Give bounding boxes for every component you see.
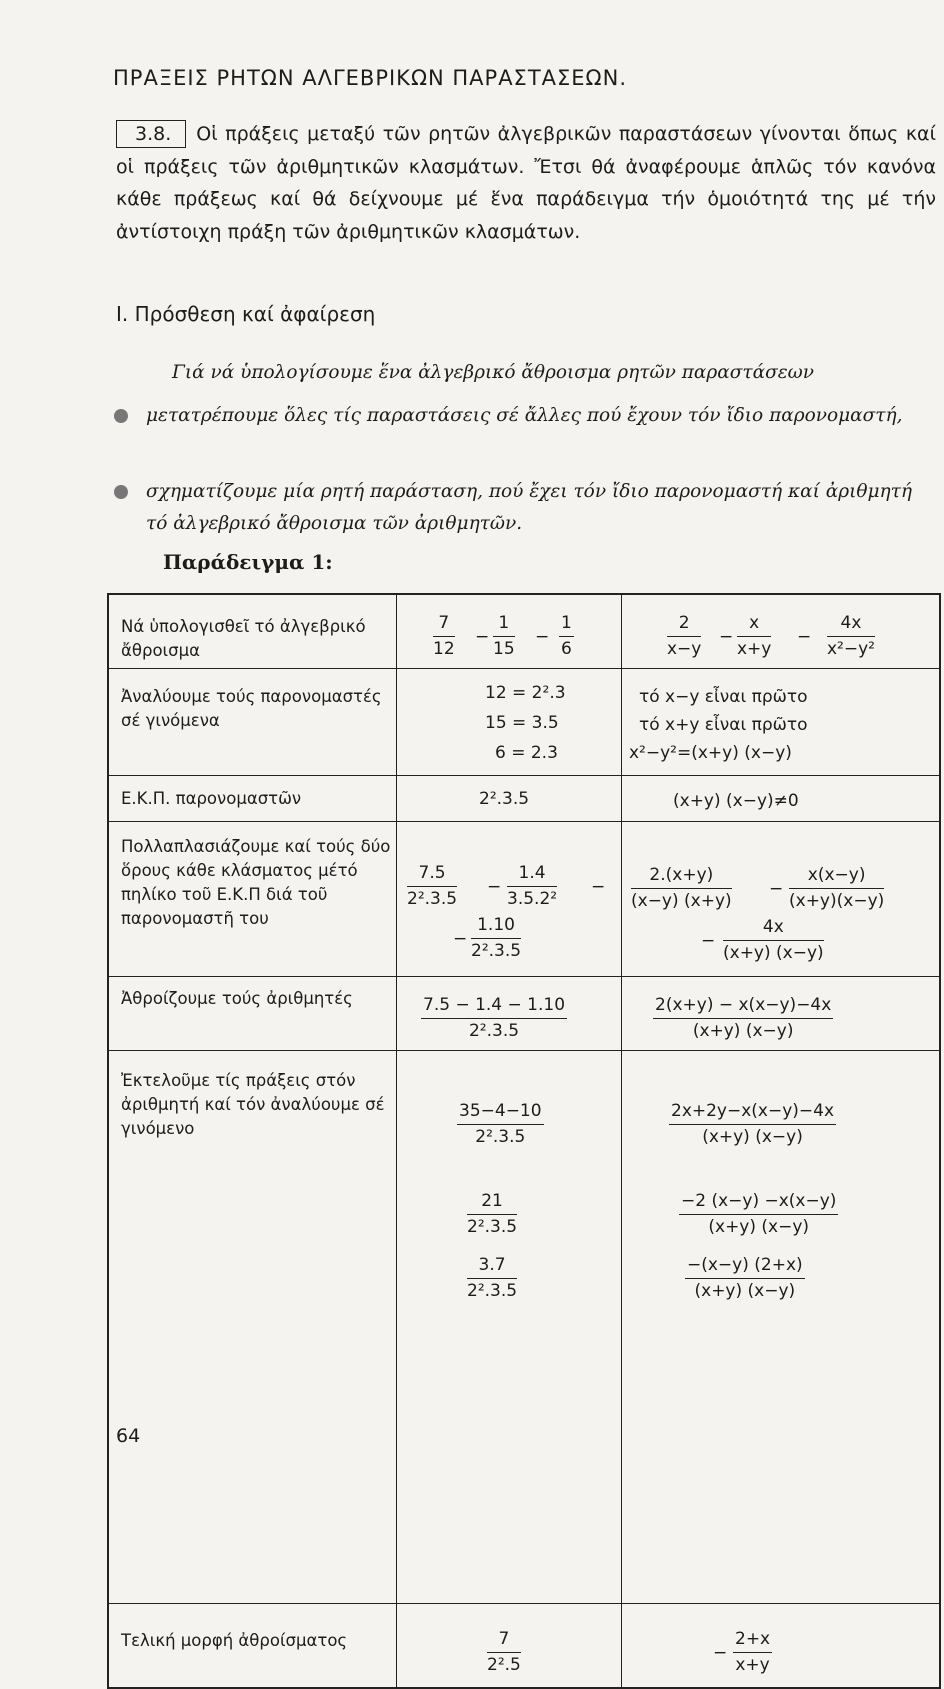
fraction: $\frac{-2 (x-y) -x(x-y)}{(x+y) (x-y)}$ xyxy=(681,1191,837,1237)
row-divider xyxy=(109,1050,939,1051)
intro-paragraph xyxy=(116,118,936,248)
fraction: $\frac{x(x-y)}{(x+y)(x-y)}$ xyxy=(789,865,885,911)
fraction: $\frac{1.4}{\text{3.5.2²}}$ xyxy=(507,863,558,909)
factorization: 6 = 2.3 xyxy=(495,743,558,763)
page-number: 64 xyxy=(116,1425,141,1447)
bullet-dot-icon xyxy=(114,485,128,499)
subsection-title: I. Πρόσθεση καί ἀφαίρεση xyxy=(116,302,376,326)
fraction: $\frac{-(x-y) (2+x)}{(x+y) (x-y)}$ xyxy=(687,1255,803,1301)
row-divider xyxy=(109,775,939,776)
minus-sign: − xyxy=(453,929,468,949)
step-compute: Νά ὑπολογισθεῖ τό ἀλγεβρικό ἄθροισμα xyxy=(121,617,366,660)
minus-sign: − xyxy=(475,627,490,647)
rule-bullet-text: μετατρέπουμε ὅλες τίς παραστάσεις σέ ἄλλες πού ἔχουν τόν ἴδιο παρονομαστή, xyxy=(146,405,903,426)
fraction: $\frac{3.7}{\text{2².3.5}}$ xyxy=(467,1255,518,1301)
row-divider xyxy=(109,976,939,977)
row-divider xyxy=(109,821,939,822)
fraction: $\frac{1}{6}$ xyxy=(561,613,572,659)
rule-bullet-2 xyxy=(146,476,936,540)
fraction: $\frac{4x}{\text{x²−y²}}$ xyxy=(827,613,875,659)
bullet-dot-icon xyxy=(114,409,128,423)
fraction: $\frac{2}{x-y}$ xyxy=(667,613,702,659)
fraction: $\frac{x}{x+y}$ xyxy=(737,613,772,659)
factorization: x²−y²=(x+y) (x−y) xyxy=(629,743,792,763)
fraction: $\frac{7.5}{\text{2².3.5}}$ xyxy=(407,863,458,909)
column-divider xyxy=(621,595,622,1687)
fraction: $\frac{2(x+y) - x(x-y)-4x}{(x+y) (x-y)}$ xyxy=(655,995,832,1041)
rule-bullet-text: σχηματίζουμε μία ρητή παράσταση, πού ἔχει τόν ἴδιο παρονομαστή καί ἀριθμητή τό ἀλγεβρικό ἄθροισμα τῶν ἀριθμητῶν. xyxy=(146,481,912,534)
fraction: $\frac{1}{15}$ xyxy=(493,613,515,659)
factorization: τό x+y εἶναι πρῶτο xyxy=(639,715,808,735)
fraction: $\frac{7}{\text{2².5}}$ xyxy=(487,1629,521,1675)
minus-sign: − xyxy=(797,627,812,647)
step-factor: Ἀναλύουμε τούς παρονομαστές σέ γινόμενα xyxy=(121,687,382,730)
rule-bullet-1 xyxy=(146,400,936,432)
lcm-value: (x+y) (x−y)≠0 xyxy=(673,791,799,811)
rule-intro: Γιά νά ὑπολογίσουμε ἕνα ἀλγεβρικό ἄθροισμα ρητῶν παραστάσεων xyxy=(172,362,814,383)
row-divider xyxy=(109,668,939,669)
step-add-numerators: Ἀθροίζουμε τούς ἀριθμητές xyxy=(121,989,353,1008)
intro-text: Οἱ πράξεις μεταξύ τῶν ρητῶν ἀλγεβρικῶν παραστάσεων γίνονται ὅπως καί οἱ πράξεις τῶν ἀριθμητικῶν κλασμάτων. Ἔτσι θά ἀναφέρουμε ἁπλῶς τόν κανόνα κάθε πράξεως καί θά δείχνουμε μέ ἕνα παράδειγμα τήν ὁμοιότητά της μέ τήν ἀντίστοιχη πράξη τῶν ἀριθμητικῶν κλασμάτων. xyxy=(116,123,936,243)
example-heading: Παράδειγμα 1: xyxy=(163,550,333,574)
fraction: $\frac{21}{\text{2².3.5}}$ xyxy=(467,1191,518,1237)
minus-sign: − xyxy=(535,627,550,647)
column-divider xyxy=(396,595,397,1687)
minus-sign: − xyxy=(719,627,734,647)
factorization: τό x−y εἶναι πρῶτο xyxy=(639,687,808,707)
lcm-value: 2².3.5 xyxy=(479,789,530,809)
minus-sign: − xyxy=(591,877,606,897)
step-multiply: Πολλαπλασιάζουμε καί τούς δύο ὅρους κάθε κλάσματος μέτό πηλίκο τοῦ Ε.Κ.Π διά τοῦ παρονομαστῆ του xyxy=(121,837,391,928)
fraction: $\frac{4x}{(x+y) (x-y)}$ xyxy=(723,917,824,963)
minus-sign: − xyxy=(487,877,502,897)
minus-sign: − xyxy=(713,1643,728,1663)
step-simplify: Ἐκτελοῦμε τίς πράξεις στόν ἀριθμητή καί τόν ἀναλύουμε σέ γινόμενο xyxy=(121,1071,385,1138)
chapter-title: ΠΡΑΞΕΙΣ ΡΗΤΩΝ ΑΛΓΕΒΡΙΚΩΝ ΠΑΡΑΣΤΑΣΕΩΝ. xyxy=(113,66,627,90)
row-divider xyxy=(109,1603,939,1604)
example-table xyxy=(107,593,941,1689)
minus-sign: − xyxy=(769,879,784,899)
fraction: $\frac{2.(x+y)}{(x-y) (x+y)}$ xyxy=(631,865,732,911)
fraction: $\frac{7.5 - 1.4 - 1.10}{\text{2².3.5}}$ xyxy=(423,995,566,1041)
section-number: 3.8. xyxy=(116,120,186,148)
step-final: Τελική μορφή ἀθροίσματος xyxy=(121,1631,348,1650)
fraction: $\frac{2x+2y-x(x-y)-4x}{(x+y) (x-y)}$ xyxy=(671,1101,835,1147)
step-lcm: Ε.Κ.Π. παρονομαστῶν xyxy=(121,789,302,808)
fraction: $\frac{2+x}{x+y}$ xyxy=(735,1629,771,1675)
fraction: $\frac{7}{12}$ xyxy=(433,613,455,659)
factorization: 12 = 2².3 xyxy=(485,683,566,703)
fraction: $\frac{35-4-10}{\text{2².3.5}}$ xyxy=(459,1101,542,1147)
factorization: 15 = 3.5 xyxy=(485,713,559,733)
fraction: $\frac{1.10}{\text{2².3.5}}$ xyxy=(471,915,522,961)
minus-sign: − xyxy=(701,931,716,951)
